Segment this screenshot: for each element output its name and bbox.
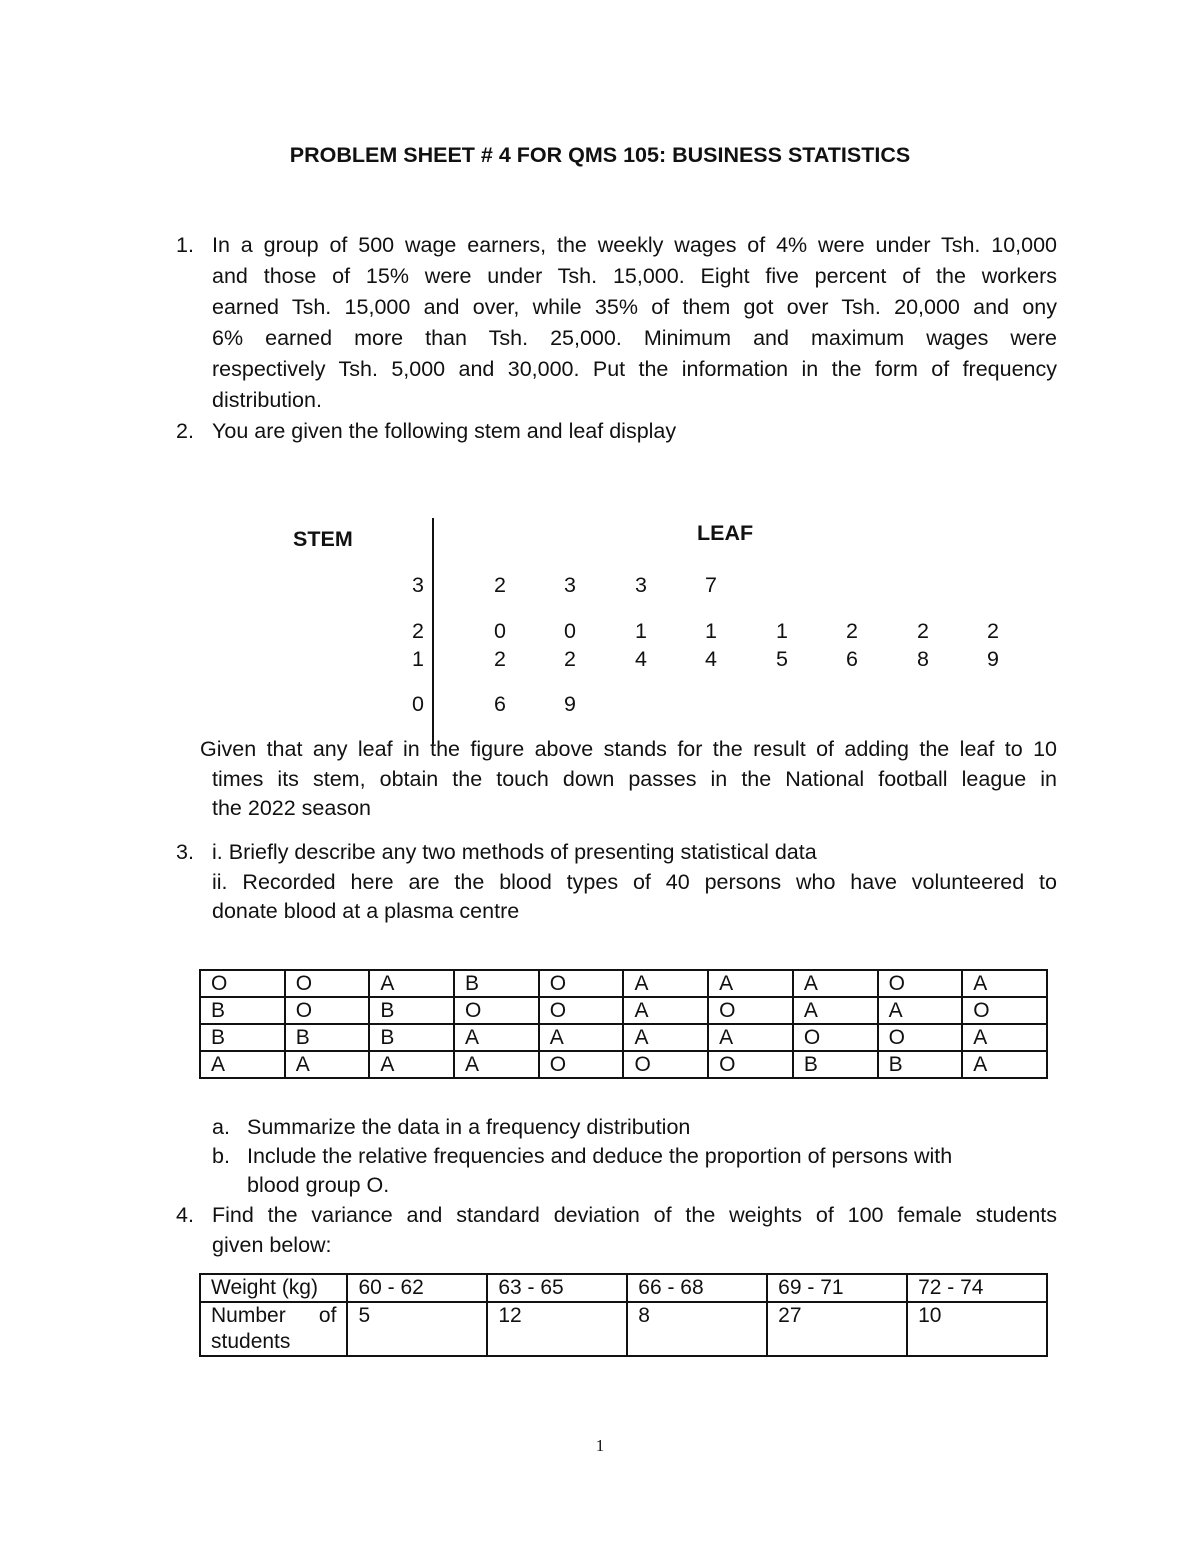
stem-header: STEM (293, 527, 353, 551)
table-cell: A (369, 1051, 454, 1078)
table-cell: O (878, 970, 963, 997)
table-cell: A (200, 1051, 285, 1078)
table-cell: A (623, 1024, 708, 1051)
text-line: i. Briefly describe any two methods of presenting statistical data (212, 840, 817, 864)
table-cell: O (200, 970, 285, 997)
table-cell: A (623, 997, 708, 1024)
table-cell: B (793, 1051, 878, 1078)
table-cell: O (285, 997, 370, 1024)
leaf-value: 2 (564, 647, 576, 671)
leaf-value: 4 (705, 647, 717, 671)
table-cell: 5 (347, 1302, 487, 1356)
question-number: 4. (176, 1203, 194, 1227)
question-1-text (212, 230, 1057, 416)
part-label: b. (212, 1144, 230, 1168)
question-3 (176, 838, 1057, 927)
table-cell: B (878, 1051, 963, 1078)
question-4-text (212, 1201, 1057, 1260)
table-cell: O (539, 970, 624, 997)
table-cell: B (285, 1024, 370, 1051)
weights-table (199, 1273, 1048, 1357)
table-cell: A (708, 1024, 793, 1051)
leaf-value: 1 (705, 619, 717, 643)
question-number: 2. (176, 419, 194, 443)
question-1 (176, 230, 1057, 416)
leaf-value: 2 (987, 619, 999, 643)
text-line: Include the relative frequencies and deduce the proportion of persons with (247, 1144, 953, 1168)
table-row (200, 1051, 1047, 1078)
text-line: In a group of 500 wage earners, the weekly wages of 4% were under Tsh. 10,000 (212, 233, 1057, 257)
table-cell: O (539, 997, 624, 1024)
table-cell: O (708, 1051, 793, 1078)
table-row (200, 1302, 1047, 1356)
table-cell: 8 (627, 1302, 767, 1356)
table-cell: O (539, 1051, 624, 1078)
table-cell: A (793, 997, 878, 1024)
text-line: the 2022 season (212, 796, 371, 820)
table-cell: A (454, 1051, 539, 1078)
table-cell: A (962, 1051, 1047, 1078)
table-cell: O (285, 970, 370, 997)
table-cell: O (708, 997, 793, 1024)
stem-value: 0 (412, 692, 424, 716)
leaf-value: 2 (494, 647, 506, 671)
stem-value: 3 (412, 573, 424, 597)
page-title: PROBLEM SHEET # 4 FOR QMS 105: BUSINESS STATISTICS (289, 143, 911, 167)
stem-leaf-instructions (200, 735, 1057, 764)
table-row (200, 997, 1047, 1024)
table-cell: A (454, 1024, 539, 1051)
leaf-header: LEAF (697, 521, 754, 545)
question-number: 1. (176, 233, 194, 257)
text-line: distribution. (212, 388, 322, 412)
question-3-part-a (212, 1113, 1057, 1142)
table-cell: O (623, 1051, 708, 1078)
table-cell: B (369, 997, 454, 1024)
part-text: Summarize the data in a frequency distribution (247, 1115, 691, 1139)
text-line: and those of 15% were under Tsh. 15,000. Eight five percent of the workers (212, 264, 1057, 288)
question-2-text: You are given the following stem and leaf display (212, 419, 677, 443)
stem-value: 2 (412, 619, 424, 643)
question-4 (176, 1201, 1057, 1260)
leaf-value: 6 (494, 692, 506, 716)
table-cell: A (285, 1051, 370, 1078)
part-label: a. (212, 1115, 230, 1139)
leaf-value: 3 (564, 573, 576, 597)
text-line: 6% earned more than Tsh. 25,000. Minimum and maximum wages were (212, 326, 1057, 350)
table-cell: O (454, 997, 539, 1024)
table-cell: O (962, 997, 1047, 1024)
text-line: respectively Tsh. 5,000 and 30,000. Put the information in the form of frequency (212, 357, 1057, 381)
question-number: 3. (176, 840, 194, 864)
table-cell: A (623, 970, 708, 997)
text-line: ii. Recorded here are the blood types of 40 persons who have volunteered to (212, 869, 1057, 894)
table-header-cell: 63 - 65 (487, 1274, 627, 1302)
text-line: earned Tsh. 15,000 and over, while 35% of them got over Tsh. 20,000 and ony (212, 295, 1057, 319)
table-cell: 27 (767, 1302, 907, 1356)
part-text (247, 1142, 1057, 1200)
table-header-cell: 69 - 71 (767, 1274, 907, 1302)
table-cell: 10 (907, 1302, 1047, 1356)
text-line: Number of (211, 1304, 337, 1327)
leaf-value: 4 (635, 647, 647, 671)
leaf-value: 3 (635, 573, 647, 597)
table-cell: O (793, 1024, 878, 1051)
leaf-value: 8 (917, 647, 929, 671)
leaf-value: 9 (564, 692, 576, 716)
question-3-text (212, 838, 1057, 927)
leaf-value: 1 (635, 619, 647, 643)
stem-value: 1 (412, 647, 424, 671)
table-cell: A (539, 1024, 624, 1051)
table-row (200, 1024, 1047, 1051)
text-line: blood group O. (247, 1173, 390, 1197)
leaf-value: 2 (846, 619, 858, 643)
table-cell: O (878, 1024, 963, 1051)
table-cell: B (454, 970, 539, 997)
leaf-value: 1 (776, 619, 788, 643)
leaf-value: 7 (705, 573, 717, 597)
leaf-value: 0 (564, 619, 576, 643)
leaf-value: 2 (494, 573, 506, 597)
table-cell: B (369, 1024, 454, 1051)
leaf-value: 6 (846, 647, 858, 671)
table-header-cell: Weight (kg) (200, 1274, 347, 1302)
table-header-cell: 60 - 62 (347, 1274, 487, 1302)
table-cell: A (878, 997, 963, 1024)
table-cell: B (200, 1024, 285, 1051)
leaf-value: 9 (987, 647, 999, 671)
text-line: Find the variance and standard deviation of the weights of 100 female students (212, 1203, 1057, 1227)
blood-type-table (199, 969, 1048, 1079)
table-row (200, 970, 1047, 997)
page-number: 1 (595, 1436, 605, 1455)
table-cell: B (200, 997, 285, 1024)
table-cell: A (793, 970, 878, 997)
stem-leaf-instructions-cont (212, 765, 1057, 823)
text-line: students (211, 1330, 291, 1353)
text-line: times its stem, obtain the touch down passes in the National football league in (212, 767, 1057, 791)
table-row (200, 1274, 1047, 1302)
table-cell: A (708, 970, 793, 997)
table-header-cell: 72 - 74 (907, 1274, 1047, 1302)
table-cell: 12 (487, 1302, 627, 1356)
leaf-value: 5 (776, 647, 788, 671)
text-line: given below: (212, 1232, 332, 1257)
question-3-part-b (212, 1142, 1057, 1200)
table-header-cell: 66 - 68 (627, 1274, 767, 1302)
table-cell: A (369, 970, 454, 997)
leaf-value: 0 (494, 619, 506, 643)
text-line: Given that any leaf in the figure above stands for the result of adding the leaf to 10 (200, 737, 1057, 761)
stem-leaf-divider (432, 518, 434, 744)
question-2 (176, 416, 1057, 447)
leaf-value: 2 (917, 619, 929, 643)
text-line: donate blood at a plasma centre (212, 899, 520, 923)
table-cell: A (962, 970, 1047, 997)
row-label-cell (200, 1302, 347, 1356)
table-cell: A (962, 1024, 1047, 1051)
